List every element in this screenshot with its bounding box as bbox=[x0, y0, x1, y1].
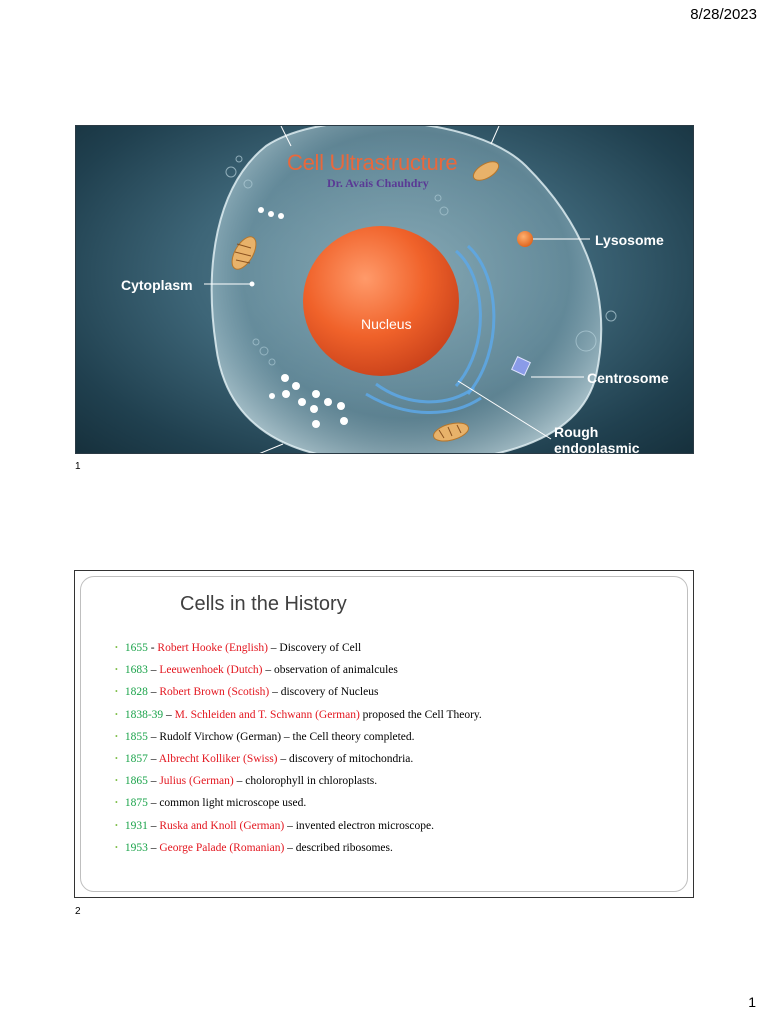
page-number: 1 bbox=[748, 994, 756, 1010]
history-year: 1855 bbox=[124, 730, 148, 743]
history-item bbox=[115, 792, 482, 814]
history-description: – discovery of Nucleus bbox=[269, 686, 379, 699]
history-item bbox=[115, 637, 482, 659]
history-item bbox=[115, 815, 482, 837]
history-description: – Discovery of Cell bbox=[267, 642, 362, 654]
history-item bbox=[115, 726, 482, 748]
history-name: Leeuwenhoek (Dutch) bbox=[159, 664, 263, 677]
history-year: 1953 bbox=[124, 841, 148, 854]
history-year: 1655 bbox=[124, 642, 148, 654]
history-item bbox=[115, 681, 482, 703]
history-name: Julius (German) bbox=[159, 775, 234, 788]
history-year: 1828 bbox=[124, 686, 148, 699]
history-description: – observation of animalcules bbox=[262, 664, 398, 677]
history-separator: – bbox=[147, 753, 159, 766]
history-item bbox=[115, 837, 482, 859]
history-description: – described ribosomes. bbox=[284, 841, 393, 854]
centrosome-label: Centrosome bbox=[587, 370, 669, 386]
bullet-icon: • bbox=[115, 643, 118, 652]
history-description: proposed the Cell Theory. bbox=[359, 708, 482, 721]
history-year: 1865 bbox=[124, 775, 148, 788]
history-list bbox=[115, 637, 482, 859]
history-separator: – bbox=[147, 797, 160, 810]
bullet-icon: • bbox=[115, 687, 118, 697]
history-year: 1875 bbox=[124, 797, 148, 810]
history-separator: – bbox=[147, 819, 160, 832]
history-year: 1683 bbox=[124, 664, 148, 677]
lysosome bbox=[517, 231, 533, 247]
history-separator: – bbox=[147, 730, 160, 743]
history-name: Robert Hooke (English) bbox=[157, 642, 268, 654]
history-year: 1838-39 bbox=[124, 708, 164, 721]
history-item bbox=[115, 770, 482, 792]
history-description: – invented electron microscope. bbox=[284, 819, 434, 832]
bullet-icon: • bbox=[115, 709, 118, 719]
rough-er-label-line1: Rough bbox=[554, 424, 599, 440]
slide-1-cell-image bbox=[75, 125, 694, 454]
slide-2-history bbox=[74, 570, 694, 898]
nucleus-label: Nucleus bbox=[361, 316, 412, 332]
history-separator: – bbox=[147, 686, 160, 699]
history-item bbox=[115, 748, 482, 770]
history-separator: – bbox=[163, 708, 175, 721]
history-name: M. Schleiden and T. Schwann (German) bbox=[174, 708, 360, 721]
history-description: Rudolf Virchow (German) – the Cell theory completed. bbox=[159, 730, 415, 743]
bullet-icon: • bbox=[115, 798, 118, 808]
history-separator: – bbox=[147, 775, 160, 788]
history-item bbox=[115, 659, 482, 681]
slide-1-number: 1 bbox=[75, 461, 81, 472]
slide-2-title: Cells in the History bbox=[180, 593, 347, 615]
document-date: 8/28/2023 bbox=[690, 6, 757, 23]
history-item bbox=[115, 704, 482, 726]
slide-2-number: 2 bbox=[75, 906, 81, 917]
bullet-icon: • bbox=[115, 820, 118, 830]
bullet-icon: • bbox=[115, 754, 118, 764]
history-separator: - bbox=[147, 642, 158, 654]
history-description: – discovery of mitochondria. bbox=[277, 753, 414, 766]
history-separator: – bbox=[147, 841, 160, 854]
slide-1-title: Cell Ultrastructure bbox=[287, 150, 458, 175]
history-year: 1857 bbox=[124, 753, 148, 766]
history-year: 1931 bbox=[124, 819, 148, 832]
bullet-icon: • bbox=[115, 665, 118, 675]
history-name: Robert Brown (Scotish) bbox=[159, 686, 270, 699]
nucleus bbox=[303, 226, 459, 376]
bullet-icon: • bbox=[115, 776, 118, 786]
rough-er-label-line2: endoplasmic bbox=[554, 440, 640, 455]
lysosome-label: Lysosome bbox=[595, 232, 664, 248]
history-description: – cholorophyll in chloroplasts. bbox=[233, 775, 378, 788]
history-name: Ruska and Knoll (German) bbox=[159, 819, 285, 832]
history-description: common light microscope used. bbox=[159, 797, 307, 810]
slide-1-author: Dr. Avais Chauhdry bbox=[327, 176, 429, 190]
cytoplasm-label: Cytoplasm bbox=[121, 277, 193, 293]
history-name: George Palade (Romanian) bbox=[159, 841, 285, 854]
bullet-icon: • bbox=[115, 731, 118, 741]
bullet-icon: • bbox=[115, 842, 118, 852]
history-name: Albrecht Kolliker (Swiss) bbox=[158, 753, 278, 766]
history-separator: – bbox=[147, 664, 160, 677]
